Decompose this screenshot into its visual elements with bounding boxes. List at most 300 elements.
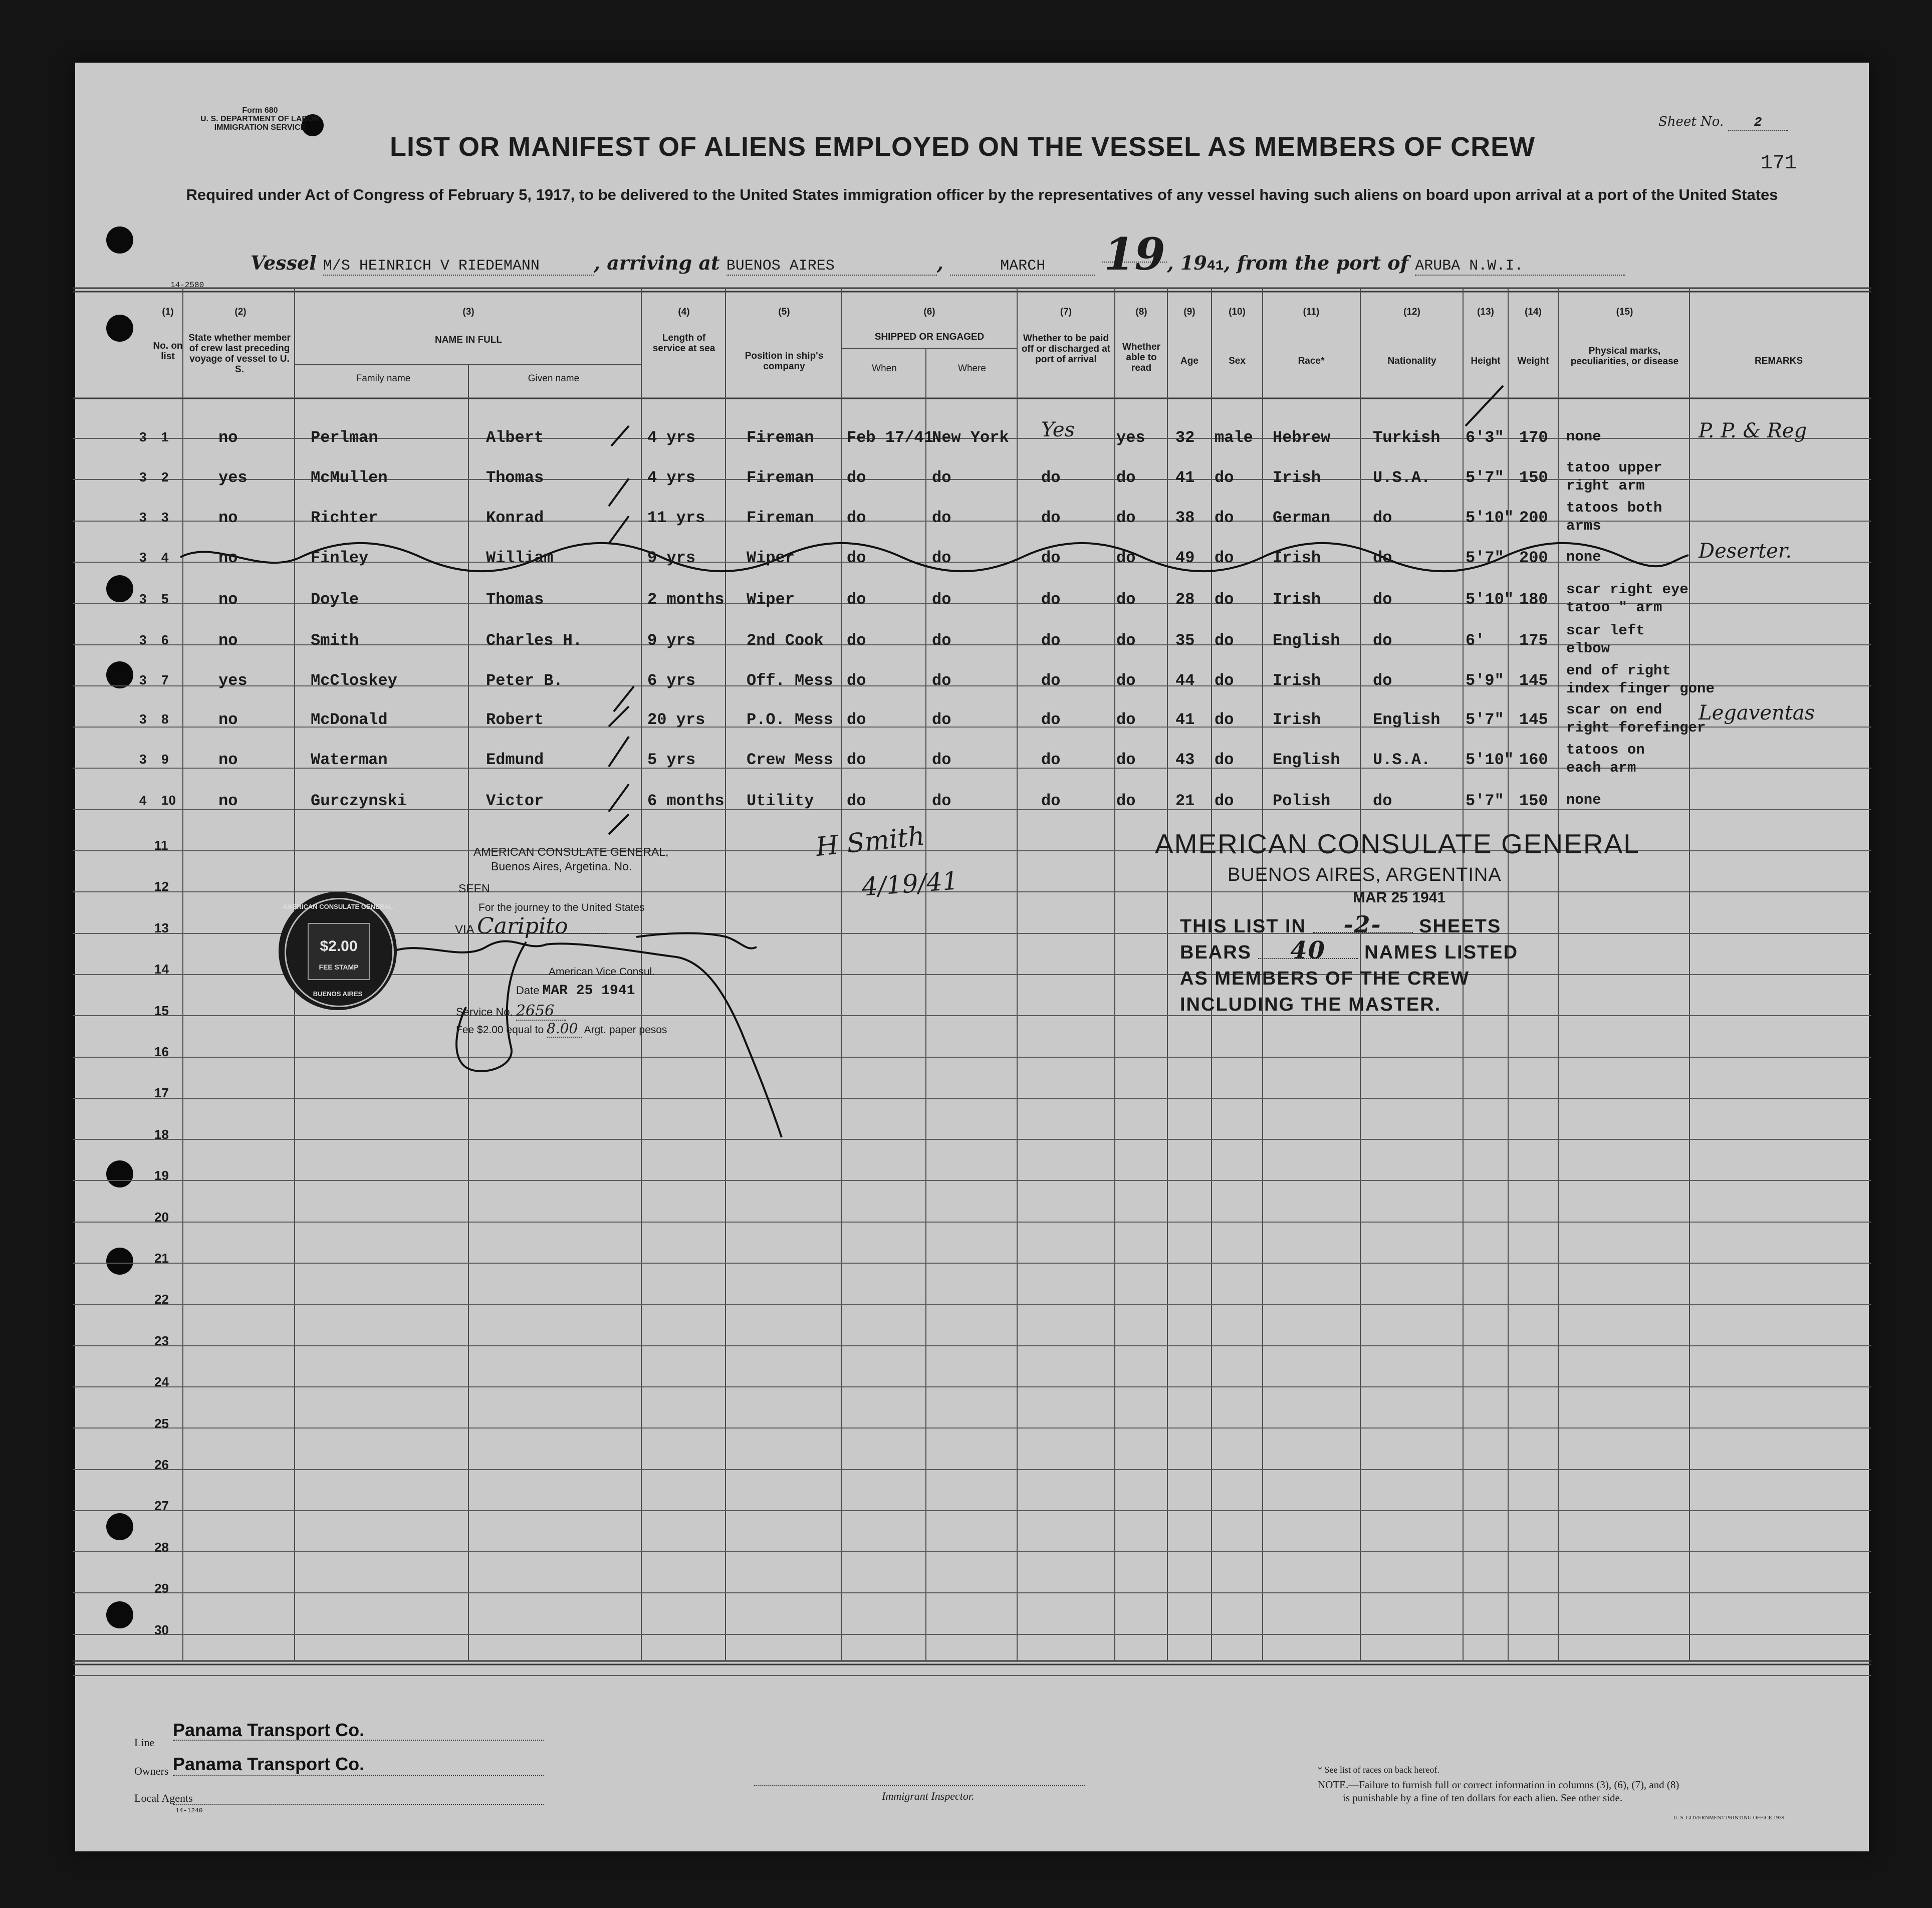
stamp-sheets-label: THIS LIST IN [1180, 916, 1306, 937]
position-cell: P.O. Mess [747, 710, 833, 729]
stamp-master-label: MASTER. [1348, 994, 1441, 1015]
able-to-read-cell: do [1116, 792, 1136, 810]
footer-note-3: is punishable by a fine of ten dollars for each alien. See other side. [1343, 1792, 1623, 1804]
able-to-read-cell: yes [1116, 428, 1145, 447]
sex-cell: do [1215, 631, 1234, 650]
stamp-sheets-value: -2- [1313, 917, 1413, 933]
col-2-number: (2) [234, 307, 247, 317]
col-3b-header: Given name [528, 373, 580, 384]
empty-row-number: 26 [154, 1457, 169, 1472]
arriving-port: BUENOS AIRES [727, 258, 937, 276]
height-cell: 5'7" [1466, 549, 1504, 567]
given-name-cell: Victor [486, 792, 544, 810]
nationality-cell: U.S.A. [1373, 751, 1431, 769]
race-cell: Irish [1273, 710, 1321, 729]
paid-off-cell: do [1041, 710, 1061, 729]
service-length-cell: 6 months [647, 792, 724, 810]
row-number: 9 [161, 752, 169, 767]
service-length-cell: 2 months [647, 590, 724, 609]
seal-label: FEE STAMP [319, 963, 359, 971]
service-no-value: 2656 [516, 1002, 566, 1021]
col-4-header: Length of service at sea [652, 333, 715, 354]
col-15-number: (15) [1616, 307, 1633, 317]
shipped-where-cell: do [932, 509, 951, 527]
row-prefix: 3 [139, 429, 147, 444]
footer-owners-label: Owners [134, 1765, 169, 1777]
seal-amount: $2.00 [320, 938, 358, 955]
col-6-header: SHIPPED OR ENGAGED [874, 332, 985, 342]
family-name-cell: Gurczynski [311, 792, 407, 810]
inspector-date: 4/19/41 [861, 866, 959, 902]
stamp-crew-line: AS MEMBERS OF THE CREW [1180, 968, 1470, 989]
fee-stamp-seal [279, 892, 397, 1010]
stamp-sheets-suffix: SHEETS [1419, 916, 1502, 937]
service-length-cell: 20 yrs [647, 710, 705, 729]
row-number: 8 [161, 711, 169, 727]
height-cell: 5'7" [1466, 792, 1504, 810]
paid-off-cell: do [1041, 468, 1061, 487]
prev-voyage-cell: no [218, 509, 238, 527]
col-13-number: (13) [1477, 307, 1494, 317]
weight-cell: 145 [1519, 710, 1548, 729]
consulate-visa-stamp [473, 845, 668, 874]
row-number: 3 [161, 510, 169, 525]
empty-row-number: 13 [154, 920, 169, 935]
row-prefix: 3 [139, 672, 147, 687]
vessel-name: M/S HEINRICH V RIEDEMANN [323, 258, 594, 276]
inspector-signature-line [754, 1784, 1085, 1786]
empty-row-number: 14 [154, 962, 169, 977]
physical-marks-cell: none [1566, 792, 1601, 808]
col-10-number: (10) [1229, 307, 1246, 317]
footer-note-2: NOTE.—Failure to furnish full or correct information in columns (3), (6), (7), and (8) [1318, 1779, 1679, 1791]
seen-label: SEEN [458, 882, 490, 895]
col-8-number: (8) [1135, 307, 1147, 317]
service-length-cell: 5 yrs [647, 751, 696, 769]
shipped-when-cell: do [847, 590, 866, 609]
seal-ring-text: AMERICAN CONSULATE GENERAL [282, 903, 393, 910]
age-cell: 41 [1175, 710, 1195, 729]
race-cell: Irish [1273, 590, 1321, 609]
col-6a-header: When [872, 363, 897, 374]
weight-cell: 175 [1519, 631, 1548, 650]
fee-value: 8.00 [547, 1020, 582, 1038]
empty-row-number: 22 [154, 1292, 169, 1307]
row-prefix: 3 [139, 510, 147, 525]
sex-cell: do [1215, 792, 1234, 810]
inspector-signature: H Smith [814, 821, 926, 863]
empty-row-number: 28 [154, 1540, 169, 1555]
position-cell: Crew Mess [747, 751, 833, 769]
vessel-label: Vessel [251, 252, 317, 274]
height-cell: 5'9" [1466, 671, 1504, 690]
able-to-read-cell: do [1116, 590, 1136, 609]
given-name-cell: Charles H. [486, 631, 583, 650]
age-cell: 28 [1175, 590, 1195, 609]
age-cell: 32 [1175, 428, 1195, 447]
paid-off-cell: do [1041, 590, 1061, 609]
sex-cell: do [1215, 468, 1234, 487]
year-prefix: , 19 [1167, 252, 1207, 274]
fee-label: Fee $2.00 equal to [456, 1024, 544, 1036]
arrival-day: 19 [1102, 247, 1167, 263]
empty-row-number: 29 [154, 1581, 169, 1596]
shipped-where-cell: do [932, 468, 951, 487]
race-cell: Irish [1273, 671, 1321, 690]
height-cell: 5'10" [1466, 509, 1514, 527]
row-number: 6 [161, 632, 169, 647]
form-number: Form 680 [242, 106, 278, 115]
service-length-cell: 4 yrs [647, 468, 696, 487]
col-8-header: Whether able to read [1122, 342, 1160, 373]
journey-text: For the journey to the United States [478, 902, 645, 913]
visa-date-line [516, 983, 635, 999]
shipped-when-cell: do [847, 671, 866, 690]
able-to-read-cell: do [1116, 751, 1136, 769]
shipped-where-cell: do [932, 710, 951, 729]
remarks-cell: P. P. & Reg [1699, 419, 1807, 442]
col-5-header: Position in ship's company [745, 351, 824, 372]
seal-ring-bottom: BUENOS AIRES [313, 990, 363, 998]
given-name-cell: Peter B. [486, 671, 563, 690]
empty-row-number: 18 [154, 1127, 169, 1142]
stamp-master-line [1180, 994, 1441, 1016]
height-cell: 5'7" [1466, 710, 1504, 729]
physical-marks-cell: scar right eye [1566, 581, 1688, 598]
immigrant-inspector-label: Immigrant Inspector. [882, 1790, 975, 1802]
year-suffix: 41 [1206, 259, 1224, 274]
vice-consul-label: American Vice Consul. [549, 966, 655, 978]
shipped-where-cell: New York [932, 428, 1009, 447]
page-subtitle: Required under Act of Congress of February 5, 1917, to be delivered to the United States immigration officer by the representatives of any vessel having such aliens on board upon arrival at a port of the United States [186, 186, 1778, 203]
able-to-read-cell: do [1116, 468, 1136, 487]
height-cell: 6'3" [1466, 428, 1504, 447]
col-16-header: REMARKS [1754, 356, 1803, 366]
physical-marks-cell: none [1566, 428, 1601, 445]
weight-cell: 145 [1519, 671, 1548, 690]
stamp-names-suffix: NAMES LISTED [1364, 942, 1519, 963]
age-cell: 43 [1175, 751, 1195, 769]
row-prefix: 3 [139, 469, 147, 485]
able-to-read-cell: do [1116, 549, 1136, 567]
footer-owners-value: Panama Transport Co. [173, 1754, 544, 1776]
col-11-header: Race* [1298, 356, 1325, 366]
row-prefix: 4 [139, 793, 147, 808]
col-1-number: (1) [162, 307, 174, 317]
col-1-header: No. on list [153, 341, 183, 362]
given-name-cell: Konrad [486, 509, 544, 527]
paid-off-cell: do [1041, 549, 1061, 567]
shipped-when-cell: do [847, 751, 866, 769]
row-prefix: 3 [139, 752, 147, 767]
prev-voyage-cell: no [218, 428, 238, 447]
nationality-cell: do [1373, 549, 1392, 567]
col-11-number: (11) [1303, 307, 1320, 317]
shipped-where-cell: do [932, 792, 951, 810]
shipped-where-cell: do [932, 631, 951, 650]
arriving-label: , arriving at [593, 252, 720, 274]
position-cell: Fireman [747, 428, 814, 447]
service-length-cell: 9 yrs [647, 631, 696, 650]
nationality-cell: do [1373, 671, 1392, 690]
physical-marks-cell: scar on end [1566, 701, 1662, 718]
family-name-cell: Waterman [311, 751, 388, 769]
printer-imprint: U. S. GOVERNMENT PRINTING OFFICE 1939 [1673, 1815, 1785, 1821]
footer-agents-code: 14-1240 [175, 1807, 203, 1814]
col-3-header: NAME IN FULL [434, 335, 503, 345]
given-name-cell: Albert [486, 428, 544, 447]
physical-marks-cell-continued: right arm [1566, 478, 1645, 494]
row-number: 7 [161, 672, 169, 687]
race-cell: German [1273, 509, 1331, 527]
family-name-cell: Smith [311, 631, 359, 650]
shipped-when-cell: do [847, 792, 866, 810]
shipped-where-cell: do [932, 751, 951, 769]
stamp-names-line [1180, 936, 1519, 965]
paid-off-cell: do [1041, 631, 1061, 650]
position-cell: 2nd Cook [747, 631, 824, 650]
weight-cell: 180 [1519, 590, 1548, 609]
via-value: Caripito [477, 920, 607, 934]
sheet-label: Sheet No. [1658, 114, 1724, 129]
able-to-read-cell: do [1116, 710, 1136, 729]
position-cell: Utility [747, 792, 814, 810]
physical-marks-cell: scar left [1566, 622, 1645, 639]
race-cell: Polish [1273, 792, 1331, 810]
sex-cell: male [1215, 428, 1253, 447]
nationality-cell: English [1373, 710, 1440, 729]
sex-cell: do [1215, 751, 1234, 769]
given-name-cell: William [486, 549, 554, 567]
physical-marks-cell: tatoos on [1566, 742, 1645, 758]
sex-cell: do [1215, 710, 1234, 729]
nationality-cell: U.S.A. [1373, 468, 1431, 487]
consulate-stamp-date: MAR 25 1941 [1353, 889, 1446, 906]
able-to-read-cell: do [1116, 631, 1136, 650]
service-name: IMMIGRATION SERVICE [214, 123, 306, 132]
physical-marks-cell-continued: each arm [1566, 760, 1636, 776]
department-name: U. S. DEPARTMENT OF LABOR [200, 115, 320, 123]
footer-note-1: * See list of races on back hereof. [1318, 1765, 1439, 1775]
nationality-cell: do [1373, 631, 1392, 650]
service-length-cell: 6 yrs [647, 671, 696, 690]
physical-marks-cell-continued: elbow [1566, 640, 1610, 657]
empty-row-number: 20 [154, 1210, 169, 1225]
age-cell: 44 [1175, 671, 1195, 690]
from-port: ARUBA N.W.I. [1415, 258, 1625, 276]
height-cell: 6' [1466, 631, 1485, 650]
empty-row-number: 30 [154, 1622, 169, 1637]
visa-date-value: MAR 25 1941 [542, 983, 635, 999]
physical-marks-cell-continued: index finger gone [1566, 680, 1715, 697]
consulate-stamp-title: AMERICAN CONSULATE GENERAL [1155, 828, 1640, 859]
empty-row-number: 27 [154, 1498, 169, 1513]
row-number: 2 [161, 469, 169, 485]
row-number: 1 [161, 429, 169, 444]
row-prefix: 3 [139, 632, 147, 647]
nationality-cell: do [1373, 590, 1392, 609]
given-name-cell: Thomas [486, 590, 544, 609]
physical-marks-cell: tatoo upper [1566, 459, 1662, 476]
empty-row-number: 25 [154, 1416, 169, 1431]
paid-off-cell: do [1041, 509, 1061, 527]
col-12-number: (12) [1403, 307, 1420, 317]
age-cell: 21 [1175, 792, 1195, 810]
empty-row-number: 15 [154, 1003, 169, 1018]
empty-row-number: 19 [154, 1168, 169, 1183]
physical-marks-cell-continued: right forefinger [1566, 720, 1706, 736]
row-number: 5 [161, 591, 169, 606]
arrival-month: MARCH [950, 258, 1095, 276]
family-name-cell: McDonald [311, 710, 388, 729]
position-cell: Fireman [747, 468, 814, 487]
race-cell: English [1273, 751, 1340, 769]
stamp-names-count: 40 [1258, 943, 1358, 959]
given-name-cell: Edmund [486, 751, 544, 769]
consulate-city: Buenos Aires, Argetina. [491, 860, 611, 873]
row-prefix: 3 [139, 591, 147, 606]
col-15-header: Physical marks, peculiarities, or disease [1570, 346, 1679, 367]
race-cell: Irish [1273, 468, 1321, 487]
col-3-number: (3) [462, 307, 474, 317]
service-length-cell: 4 yrs [647, 428, 696, 447]
position-cell: Fireman [747, 509, 814, 527]
position-cell: Wiper [747, 590, 795, 609]
nationality-cell: do [1373, 792, 1392, 810]
col-12-header: Nationality [1387, 356, 1436, 366]
prev-voyage-cell: no [218, 549, 238, 567]
shipped-when-cell: Feb 17/41 [847, 428, 933, 447]
prev-voyage-cell: no [218, 631, 238, 650]
from-label: , from the port of [1224, 252, 1408, 274]
given-name-cell: Thomas [486, 468, 544, 487]
shipped-where-cell: do [932, 549, 951, 567]
stamp-sheets-line [1180, 911, 1502, 938]
col-3a-header: Family name [356, 373, 411, 384]
service-length-cell: 9 yrs [647, 549, 696, 567]
position-cell: Wiper [747, 549, 795, 567]
weight-cell: 200 [1519, 509, 1548, 527]
position-cell: Off. Mess [747, 671, 833, 690]
form-code: 14-2580 [170, 281, 204, 290]
race-cell: Irish [1273, 549, 1321, 567]
empty-row-number: 21 [154, 1251, 169, 1266]
height-cell: 5'7" [1466, 468, 1504, 487]
consulate-line-1: AMERICAN CONSULATE GENERAL, [473, 845, 669, 858]
consulate-stamp-city: BUENOS AIRES, ARGENTINA [1228, 864, 1502, 885]
col-9-number: (9) [1183, 307, 1195, 317]
col-6b-header: Where [958, 363, 986, 374]
paid-off-cell: do [1041, 671, 1061, 690]
consulate-line-2 [473, 859, 668, 874]
age-cell: 35 [1175, 631, 1195, 650]
family-name-cell: Doyle [311, 590, 359, 609]
footer-agents-label: Local Agents [134, 1792, 193, 1804]
col-10-header: Sex [1229, 356, 1246, 366]
empty-row-number: 23 [154, 1333, 169, 1348]
family-name-cell: Finley [311, 549, 369, 567]
page-title: LIST OR MANIFEST OF ALIENS EMPLOYED ON THE VESSEL AS MEMBERS OF CREW [390, 132, 1536, 162]
col-7-number: (7) [1060, 307, 1072, 317]
remarks-cell: Deserter. [1699, 540, 1792, 563]
row-prefix: 3 [139, 550, 147, 565]
shipped-when-cell: do [847, 631, 866, 650]
sex-cell: do [1215, 671, 1234, 690]
col-6-number: (6) [923, 307, 935, 317]
prev-voyage-cell: no [218, 590, 238, 609]
shipped-when-cell: do [847, 468, 866, 487]
race-cell: English [1273, 631, 1340, 650]
shipped-when-cell: do [847, 549, 866, 567]
sex-cell: do [1215, 509, 1234, 527]
height-cell: 5'10" [1466, 751, 1514, 769]
physical-marks-cell-continued: arms [1566, 518, 1601, 534]
weight-cell: 150 [1519, 792, 1548, 810]
prev-voyage-cell: no [218, 751, 238, 769]
weight-cell: 160 [1519, 751, 1548, 769]
footer-agents-value-line [173, 1803, 544, 1805]
given-name-cell: Robert [486, 710, 544, 729]
prev-voyage-cell: no [218, 710, 238, 729]
physical-marks-cell: none [1566, 549, 1601, 565]
col-7-header: Whether to be paid off or discharged at port of arrival [1021, 333, 1111, 365]
empty-row-number: 16 [154, 1044, 169, 1059]
age-cell: 41 [1175, 468, 1195, 487]
family-name-cell: Richter [311, 509, 378, 527]
empty-row-number: 12 [154, 879, 169, 894]
prev-voyage-cell: no [218, 792, 238, 810]
col-13-header: Height [1471, 356, 1501, 366]
col-2-header: State whether member of crew last preceding voyage of vessel to U. S. [188, 333, 291, 375]
shipped-where-cell: do [932, 671, 951, 690]
physical-marks-cell: end of right [1566, 662, 1671, 679]
fee-suffix: Argt. paper pesos [584, 1024, 667, 1036]
col-14-header: Weight [1517, 356, 1549, 366]
paid-off-cell: do [1041, 751, 1061, 769]
vessel-line: Vessel M/S HEINRICH V RIEDEMANN , arriving at BUENOS AIRES , MARCH 19, 1941, from the port of ARUBA N.W.I. [251, 247, 1625, 276]
footer-line-label: Line [134, 1736, 155, 1749]
shipped-where-cell: do [932, 590, 951, 609]
fee-line [456, 1020, 667, 1038]
weight-cell: 200 [1519, 549, 1548, 567]
remarks-cell: Legaventas [1699, 701, 1815, 725]
page-number: 171 [1761, 152, 1797, 175]
sex-cell: do [1215, 549, 1234, 567]
row-number: 10 [161, 793, 176, 808]
sex-cell: do [1215, 590, 1234, 609]
nationality-cell: Turkish [1373, 428, 1440, 447]
prev-voyage-cell: yes [218, 468, 248, 487]
service-no-line [456, 1002, 566, 1021]
weight-cell: 150 [1519, 468, 1548, 487]
col-5-number: (5) [778, 307, 790, 317]
via-label: VIA [455, 923, 474, 936]
weight-cell: 170 [1519, 428, 1548, 447]
service-length-cell: 11 yrs [647, 509, 705, 527]
col-9-header: Age [1180, 356, 1198, 366]
footer-line-value: Panama Transport Co. [173, 1720, 544, 1741]
nationality-cell: do [1373, 509, 1392, 527]
race-cell: Hebrew [1273, 428, 1331, 447]
family-name-cell: McCloskey [311, 671, 397, 690]
age-cell: 49 [1175, 549, 1195, 567]
row-number: 4 [161, 550, 169, 565]
empty-row-number: 11 [154, 838, 168, 853]
paid-off-cell: Yes [1041, 418, 1075, 441]
visa-date-label: Date [516, 984, 540, 997]
row-prefix: 3 [139, 711, 147, 727]
consulate-no-label: No. [614, 860, 632, 873]
